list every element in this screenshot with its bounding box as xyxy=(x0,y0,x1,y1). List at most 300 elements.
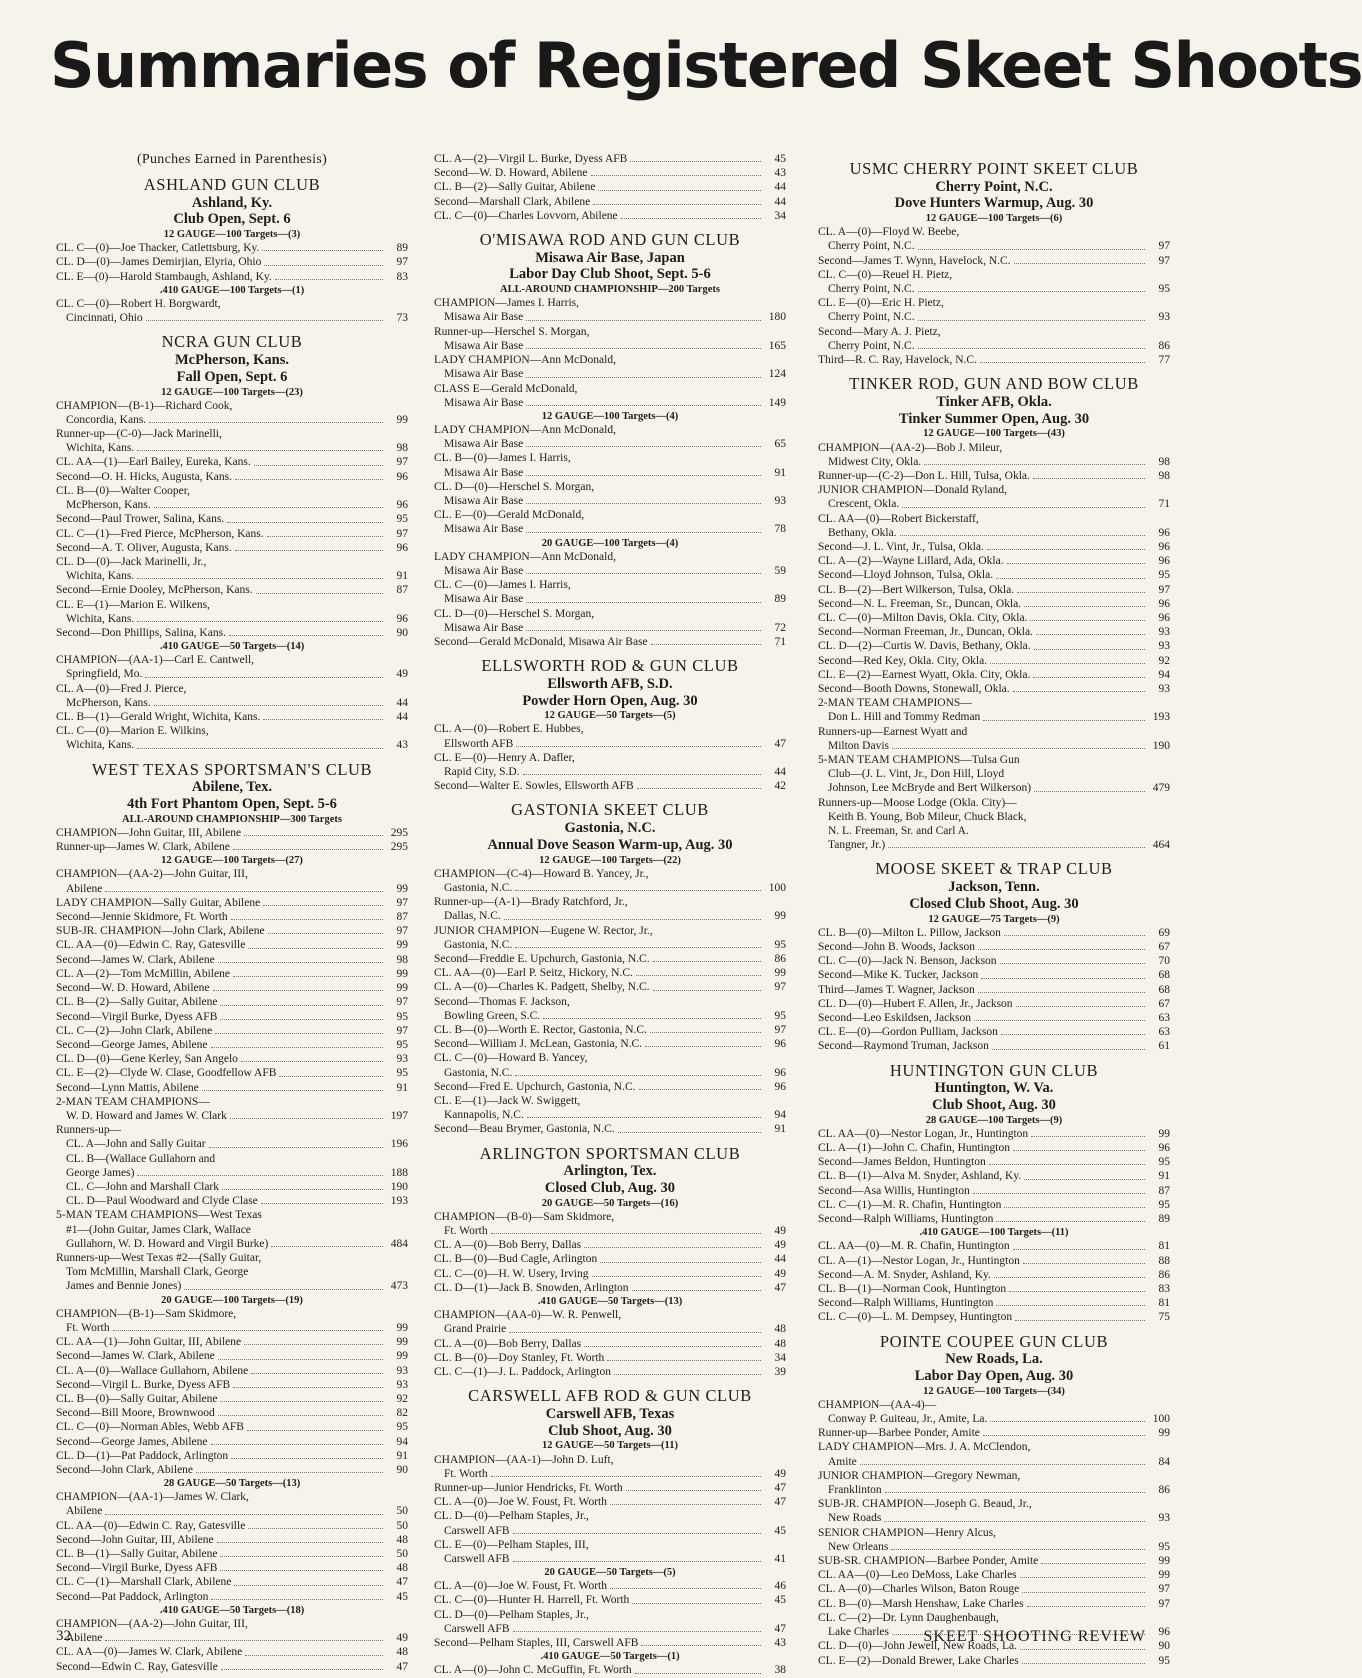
gauge-heading: .410 GAUGE—50 Targets—(18) xyxy=(159,1604,305,1616)
club-name: GASTONIA SKEET CLUB xyxy=(511,800,709,820)
score: 46 xyxy=(774,1580,786,1593)
result-row xyxy=(56,1392,408,1406)
score: 479 xyxy=(1152,782,1170,795)
shooter-name: New Orleans xyxy=(828,1540,889,1553)
event-title: Labor Day Open, Aug. 30 xyxy=(914,1368,1074,1385)
dot-leader xyxy=(1033,478,1145,479)
shooter-name: CL. D—(1)—Jack B. Snowden, Arlington xyxy=(434,1281,629,1294)
shooter-name: Second—W. D. Howard, Abilene xyxy=(56,982,210,995)
shooter-name: Misawa Air Base xyxy=(444,368,524,381)
result-row xyxy=(56,1321,408,1335)
shooter-name: CL. C—(1)—Fred Pierce, McPherson, Kans. xyxy=(56,527,264,540)
score: 98 xyxy=(396,442,408,455)
score: 94 xyxy=(396,1435,408,1448)
dot-leader xyxy=(256,593,383,594)
dot-leader xyxy=(248,948,383,949)
shooter-name: Grand Prairie xyxy=(444,1323,507,1336)
score: 47 xyxy=(774,1281,786,1294)
score: 81 xyxy=(1158,1240,1170,1253)
result-row xyxy=(434,367,786,381)
event-title: Tinker Summer Open, Aug. 30 xyxy=(898,410,1090,427)
score: 45 xyxy=(774,1524,786,1537)
dot-leader xyxy=(515,890,761,891)
result-row xyxy=(818,968,1170,982)
result-row xyxy=(56,710,408,724)
dot-leader xyxy=(509,1332,761,1333)
score: 91 xyxy=(396,1449,408,1462)
result-line: Runners-up—Earnest Wyatt and xyxy=(818,725,968,738)
result-line: CL. D—(0)—Pelham Staples, Jr., xyxy=(434,1510,589,1523)
score: 196 xyxy=(390,1138,408,1151)
score: 86 xyxy=(774,952,786,965)
shooter-name: CL. B—(0)—Worth E. Rector, Gastonia, N.C. xyxy=(434,1023,647,1036)
shooter-name: Gastonia, N.C. xyxy=(444,938,513,951)
score: 97 xyxy=(1158,254,1170,267)
score: 73 xyxy=(396,312,408,325)
club-location: Misawa Air Base, Japan xyxy=(535,249,685,266)
score: 190 xyxy=(1152,739,1170,752)
dot-leader xyxy=(261,1203,383,1204)
dot-leader xyxy=(989,1164,1145,1165)
dot-leader xyxy=(209,1147,383,1148)
score: 180 xyxy=(768,311,786,324)
club-section xyxy=(434,152,786,223)
dot-leader xyxy=(262,250,383,251)
shooter-name: Bowling Green, S.C. xyxy=(444,1009,541,1022)
dot-leader xyxy=(607,1360,761,1361)
shooter-name: Second—Ralph Williams, Huntington xyxy=(818,1213,994,1226)
score: 95 xyxy=(1158,1654,1170,1667)
magazine-name: SKEET SHOOTING REVIEW xyxy=(923,1628,1146,1645)
score: 97 xyxy=(1158,583,1170,596)
dot-leader xyxy=(231,1458,383,1459)
result-row xyxy=(56,1137,408,1151)
dot-leader xyxy=(137,1175,383,1176)
dot-leader xyxy=(233,976,383,977)
dot-leader xyxy=(632,1290,761,1291)
result-line: CHAMPION—James I. Harris, xyxy=(434,297,580,310)
result-row xyxy=(434,1238,786,1252)
result-row xyxy=(56,583,408,597)
dot-leader xyxy=(264,265,383,266)
score: 82 xyxy=(396,1407,408,1420)
shooter-name: Second—Mike K. Tucker, Jackson xyxy=(818,969,979,982)
dot-leader xyxy=(491,1233,761,1234)
dot-leader xyxy=(211,1444,384,1445)
dot-leader xyxy=(630,161,761,162)
score: 34 xyxy=(774,209,786,222)
result-row xyxy=(434,966,786,980)
result-row xyxy=(818,353,1170,367)
dot-leader xyxy=(145,677,383,678)
score: 95 xyxy=(396,1010,408,1023)
score: 96 xyxy=(396,541,408,554)
result-row xyxy=(434,1224,786,1238)
club-section xyxy=(818,1332,1170,1668)
dot-leader xyxy=(645,1046,761,1047)
shooter-name: Second—James W. Clark, Abilene xyxy=(56,1350,215,1363)
dot-leader xyxy=(526,602,761,603)
result-row xyxy=(434,765,786,779)
dot-leader xyxy=(1000,963,1145,964)
shooter-name: Conway P. Guiteau, Jr., Amite, La. xyxy=(828,1413,988,1426)
result-line: LADY CHAMPION—Ann McDonald, xyxy=(434,550,616,563)
score: 95 xyxy=(774,938,786,951)
club-section xyxy=(434,656,786,793)
result-row xyxy=(818,954,1170,968)
score: 47 xyxy=(396,1660,408,1673)
shooter-name: Second—Fred E. Upchurch, Gastonia, N.C. xyxy=(434,1080,636,1093)
result-row xyxy=(56,1038,408,1052)
result-row xyxy=(818,1582,1170,1596)
shooter-name: Second—O. H. Hicks, Augusta, Kans. xyxy=(56,470,232,483)
result-line: CL. E—(1)—Jack W. Swiggett, xyxy=(434,1095,581,1107)
result-row xyxy=(818,254,1170,268)
score: 71 xyxy=(1158,498,1170,511)
result-row xyxy=(434,494,786,508)
score: 49 xyxy=(396,668,408,681)
club-section xyxy=(56,175,408,325)
dot-leader xyxy=(218,962,383,963)
dot-leader xyxy=(593,204,761,205)
shooter-name: CL. A—(1)—Nestor Logan, Jr., Huntington xyxy=(818,1254,1020,1267)
result-row xyxy=(56,1052,408,1066)
shooter-name: Misawa Air Base xyxy=(444,593,524,606)
result-row xyxy=(56,455,408,469)
shooter-name: Second—Booth Downs, Stonewall, Okla. xyxy=(818,683,1010,696)
dot-leader xyxy=(918,249,1145,250)
dot-leader xyxy=(621,218,761,219)
gauge-heading: .410 GAUGE—50 Targets—(13) xyxy=(537,1296,683,1308)
score: 91 xyxy=(396,570,408,583)
dot-leader xyxy=(990,663,1145,664)
dot-leader xyxy=(279,1076,383,1077)
shooter-name: CL. B—(0)—Bud Cagle, Arlington xyxy=(434,1253,598,1266)
shooter-name: Second—Virgil Burke, Dyess AFB xyxy=(56,1562,218,1575)
result-line: LADY CHAMPION—Mrs. J. A. McClendon, xyxy=(818,1441,1031,1454)
dot-leader xyxy=(513,1561,762,1562)
gauge-heading: ALL-AROUND CHAMPIONSHIP—200 Targets xyxy=(500,284,720,296)
dot-leader xyxy=(526,475,761,476)
club-name: HUNTINGTON GUN CLUB xyxy=(889,1060,1099,1080)
gauge-heading: 20 GAUGE—100 Targets—(4) xyxy=(541,537,679,549)
shooter-name: CHAMPION—John Guitar, III, Abilene xyxy=(56,826,242,839)
score: 95 xyxy=(396,1038,408,1051)
dot-leader xyxy=(233,1387,383,1388)
score: 49 xyxy=(774,1225,786,1238)
shooter-name: CL. C—(0)—Milton Davis, Okla. City, Okla. xyxy=(818,612,1028,624)
shooter-name: Concordia, Kans. xyxy=(66,413,147,426)
result-row xyxy=(434,1495,786,1509)
score: 93 xyxy=(396,1378,408,1391)
dot-leader xyxy=(1030,620,1145,621)
shooter-name: Second—Lloyd Johnson, Tulsa, Okla. xyxy=(818,569,994,582)
result-row xyxy=(56,826,408,840)
result-row xyxy=(818,339,1170,353)
result-row xyxy=(818,497,1170,511)
shooter-name: Bethany, Okla. xyxy=(828,526,897,539)
result-line: CHAMPION—(AA-0)—W. R. Penwell, xyxy=(434,1309,622,1322)
result-row xyxy=(818,1455,1170,1469)
dot-leader xyxy=(526,320,761,321)
score: 98 xyxy=(1158,455,1170,468)
result-row xyxy=(56,882,408,896)
event-title: Club Shoot, Aug. 30 xyxy=(548,1422,672,1439)
score: 44 xyxy=(396,711,408,724)
gauge-heading: 12 GAUGE—100 Targets—(23) xyxy=(161,386,303,398)
dot-leader xyxy=(220,1005,383,1006)
dot-leader xyxy=(1020,1649,1145,1650)
score: 87 xyxy=(396,584,408,597)
shooter-name: Second—Raymond Truman, Jackson xyxy=(818,1040,989,1053)
club-section xyxy=(56,152,408,168)
gauge-heading: 12 GAUGE—75 Targets—(9) xyxy=(928,913,1060,925)
column-2 xyxy=(434,152,786,1678)
dot-leader xyxy=(105,891,383,892)
score: 99 xyxy=(396,982,408,995)
result-row xyxy=(56,270,408,284)
shooter-name: CL. AA—(1)—Earl Bailey, Eureka, Kans. xyxy=(56,456,251,469)
dot-leader xyxy=(1014,263,1145,264)
result-line: CL. D—(0)—Herschel S. Morgan, xyxy=(434,480,595,493)
result-row xyxy=(818,1597,1170,1611)
dot-leader xyxy=(137,621,383,622)
event-title: Powder Horn Open, Aug. 30 xyxy=(522,692,698,709)
score: 94 xyxy=(1158,668,1170,681)
score: 95 xyxy=(1158,1540,1170,1553)
score: 44 xyxy=(774,181,786,194)
shooter-name: Second—Leo Eskildsen, Jackson xyxy=(818,1011,971,1024)
dot-leader xyxy=(614,1374,761,1375)
result-line: CL. C—(2)—Dr. Lynn Daughenbaugh, xyxy=(818,1611,999,1624)
result-row xyxy=(56,1547,408,1561)
event-title: Club Shoot, Aug. 30 xyxy=(932,1097,1056,1114)
dot-leader xyxy=(1001,1034,1145,1035)
shooter-name: CL. C—(1)—J. L. Paddock, Arlington xyxy=(434,1366,611,1379)
score: 149 xyxy=(768,396,786,409)
result-row xyxy=(56,967,408,981)
dot-leader xyxy=(230,1118,383,1119)
gauge-heading: 12 GAUGE—50 Targets—(11) xyxy=(542,1440,678,1452)
dot-leader xyxy=(229,635,383,636)
score: 95 xyxy=(396,1421,408,1434)
result-row xyxy=(56,924,408,938)
shooter-name: Second—James W. Clark, Abilene xyxy=(56,953,215,966)
gauge-heading: .410 GAUGE—100 Targets—(1) xyxy=(159,284,305,296)
shooter-name: CL. B—(1)—Alva M. Snyder, Ashland, Ky. xyxy=(818,1170,1022,1183)
result-line: JUNIOR CHAMPION—Eugene W. Rector, Jr., xyxy=(434,924,653,937)
result-row xyxy=(818,1011,1170,1025)
dot-leader xyxy=(196,1472,383,1473)
shooter-name: Misawa Air Base xyxy=(444,621,524,634)
result-line: CL. C—(0)—James I. Harris, xyxy=(434,579,571,592)
score: 97 xyxy=(396,256,408,269)
shooter-name: CL. AA—(0)—M. R. Chafin, Huntington xyxy=(818,1240,1010,1253)
shooter-name: Runner-up—Barbee Ponder, Amite xyxy=(818,1427,980,1440)
shooter-name: Second—George James, Abilene xyxy=(56,1038,208,1051)
score: 91 xyxy=(396,1081,408,1094)
dot-leader xyxy=(978,949,1145,950)
result-row xyxy=(818,1254,1170,1268)
score: 165 xyxy=(768,339,786,352)
shooter-name: New Roads xyxy=(828,1512,882,1525)
result-row xyxy=(818,1268,1170,1282)
result-row xyxy=(818,310,1170,324)
result-row xyxy=(434,437,786,451)
score: 484 xyxy=(390,1237,408,1250)
result-row xyxy=(434,980,786,994)
shooter-name: CL. E—(2)—Earnest Wyatt, Okla. City, Okla. xyxy=(818,668,1031,681)
result-row xyxy=(56,512,408,526)
dot-leader xyxy=(1015,1320,1145,1321)
dot-leader xyxy=(983,1435,1145,1436)
score: 48 xyxy=(774,1323,786,1336)
result-line: LADY CHAMPION—Ann McDonald, xyxy=(434,424,616,437)
result-row xyxy=(434,909,786,923)
result-row xyxy=(818,568,1170,582)
score: 97 xyxy=(1158,1597,1170,1610)
result-row xyxy=(56,995,408,1009)
dot-leader xyxy=(184,1289,383,1290)
result-line: CLASS E—Gerald McDonald, xyxy=(434,382,578,395)
result-line: CHAMPION—(B-1)—Richard Cook, xyxy=(56,399,233,412)
club-name: POINTE COUPEE GUN CLUB xyxy=(879,1331,1109,1351)
dot-leader xyxy=(636,975,761,976)
dot-leader xyxy=(994,1277,1145,1278)
dot-leader xyxy=(1031,1136,1145,1137)
shooter-name: Second—Walter E. Sowles, Ellsworth AFB xyxy=(434,780,634,793)
result-row xyxy=(434,1593,786,1607)
page-title: Summaries of Registered Skeet Shoots xyxy=(50,29,1362,102)
dot-leader xyxy=(149,422,383,423)
result-row xyxy=(434,1080,786,1094)
shooter-name: Second—George James, Abilene xyxy=(56,1435,208,1448)
shooter-name: CL. AA—(1)—John Guitar, III, Abilene xyxy=(56,1336,242,1349)
dot-leader xyxy=(610,1504,761,1505)
score: 473 xyxy=(390,1280,408,1293)
gauge-heading: 20 GAUGE—50 Targets—(5) xyxy=(544,1567,676,1579)
result-row xyxy=(56,1194,408,1208)
score: 75 xyxy=(1158,1311,1170,1324)
shooter-name: Gastonia, N.C. xyxy=(444,881,513,894)
shooter-name: CL. A—John and Sally Guitar xyxy=(66,1138,206,1151)
dot-leader xyxy=(137,748,383,749)
dot-leader xyxy=(885,1492,1145,1493)
score: 464 xyxy=(1152,839,1170,852)
shooter-name: Misawa Air Base xyxy=(444,495,524,508)
result-line: CL. E—(0)—Henry A. Dafler, xyxy=(434,751,575,764)
dot-leader xyxy=(491,1476,761,1477)
dot-leader xyxy=(526,573,761,574)
shooter-name: Second—Virgil Burke, Dyess AFB xyxy=(56,1010,218,1023)
result-line: CL. E—(0)—Eric H. Pietz, xyxy=(818,297,944,310)
shooter-name: CL. AA—(0)—Edwin C. Ray, Gatesville xyxy=(56,1519,246,1532)
shooter-name: Cherry Point, N.C. xyxy=(828,311,915,324)
club-section xyxy=(434,230,786,649)
dot-leader xyxy=(218,1415,383,1416)
result-row xyxy=(434,209,786,223)
result-line: Runner-up—Herschel S. Morgan, xyxy=(434,325,590,338)
club-location: Abilene, Tex. xyxy=(191,779,273,796)
result-row xyxy=(434,1267,786,1281)
result-line: CL. C—(0)—Howard B. Yancey, xyxy=(434,1052,588,1065)
score: 49 xyxy=(774,1467,786,1480)
dot-leader xyxy=(598,190,761,191)
shooter-name: CL. C—(0)—Hunter H. Harrell, Ft. Worth xyxy=(434,1594,630,1607)
dot-leader xyxy=(254,465,383,466)
club-location: Cherry Point, N.C. xyxy=(935,178,1053,195)
score: 45 xyxy=(774,1594,786,1607)
dot-leader xyxy=(1041,1563,1145,1564)
event-title: Dove Hunters Warmup, Aug. 30 xyxy=(894,195,1094,212)
shooter-name: CL. C—(1)—M. R. Chafin, Huntington xyxy=(818,1198,1002,1211)
score: 96 xyxy=(1158,1142,1170,1155)
dot-leader xyxy=(217,1542,383,1543)
shooter-name: CL. C—(0)—L. M. Dempsey, Huntington xyxy=(818,1311,1013,1324)
score: 67 xyxy=(1158,997,1170,1010)
club-name: ASHLAND GUN CLUB xyxy=(143,175,321,194)
dot-leader xyxy=(918,320,1145,321)
result-row xyxy=(434,195,786,209)
score: 97 xyxy=(774,981,786,994)
result-row xyxy=(56,1449,408,1463)
result-line: CHAMPION—(AA-1)—James W. Clark, xyxy=(56,1491,249,1504)
result-line: Runners-up— xyxy=(56,1124,122,1137)
dot-leader xyxy=(526,446,761,447)
shooter-name: Second—Ernie Dooley, McPherson, Kans. xyxy=(56,584,253,597)
score: 96 xyxy=(1158,597,1170,610)
shooter-name: Second—Pat Paddock, Arlington xyxy=(56,1590,209,1603)
shooter-name: Misawa Air Base xyxy=(444,396,524,409)
result-line: CL. E—(0)—Gerald McDonald, xyxy=(434,509,585,522)
dot-leader xyxy=(983,720,1145,721)
shooter-name: CL. B—(0)—Marsh Henshaw, Lake Charles xyxy=(818,1597,1024,1610)
dot-leader xyxy=(600,1262,761,1263)
dot-leader xyxy=(641,1645,761,1646)
result-row xyxy=(434,396,786,410)
dot-leader xyxy=(1020,1577,1145,1578)
shooter-name: CL. C—(0)—H. W. Usery, Irving xyxy=(434,1267,589,1280)
result-line: 5-MAN TEAM CHAMPIONS—Tulsa Gun xyxy=(818,754,1020,767)
shooter-name: Second—Virgil L. Burke, Dyess AFB xyxy=(56,1378,231,1391)
shooter-name: SUB-SR. CHAMPION—Barbee Ponder, Amite xyxy=(818,1555,1039,1568)
result-row xyxy=(818,1483,1170,1497)
dot-leader xyxy=(215,1033,383,1034)
result-row xyxy=(434,1622,786,1636)
score: 93 xyxy=(1158,311,1170,324)
score: 95 xyxy=(1158,569,1170,582)
result-line: CHAMPION—(B-1)—Sam Skidmore, xyxy=(56,1307,237,1320)
result-row xyxy=(434,621,786,635)
shooter-name: Misawa Air Base xyxy=(444,339,524,352)
dot-leader xyxy=(515,1075,761,1076)
shooter-name: CL. D—(2)—Curtis W. Davis, Bethany, Okla. xyxy=(818,640,1031,653)
dot-leader xyxy=(1007,563,1145,564)
dot-leader xyxy=(591,175,761,176)
result-line: CHAMPION—(B-0)—Sam Skidmore, xyxy=(434,1210,615,1223)
shooter-name: LADY CHAMPION—Sally Guitar, Abilene xyxy=(56,896,261,909)
dot-leader xyxy=(105,1640,383,1641)
dot-leader xyxy=(213,990,383,991)
dot-leader xyxy=(526,405,761,406)
dot-leader xyxy=(271,1246,383,1247)
shooter-name: Second—Red Key, Okla. City, Okla. xyxy=(818,654,988,667)
score: 87 xyxy=(396,911,408,924)
dot-leader xyxy=(105,1514,383,1515)
shooter-name: Amite xyxy=(828,1455,857,1468)
result-line: Runners-up—Moose Lodge (Okla. City)— xyxy=(818,796,1017,809)
result-row xyxy=(56,896,408,910)
